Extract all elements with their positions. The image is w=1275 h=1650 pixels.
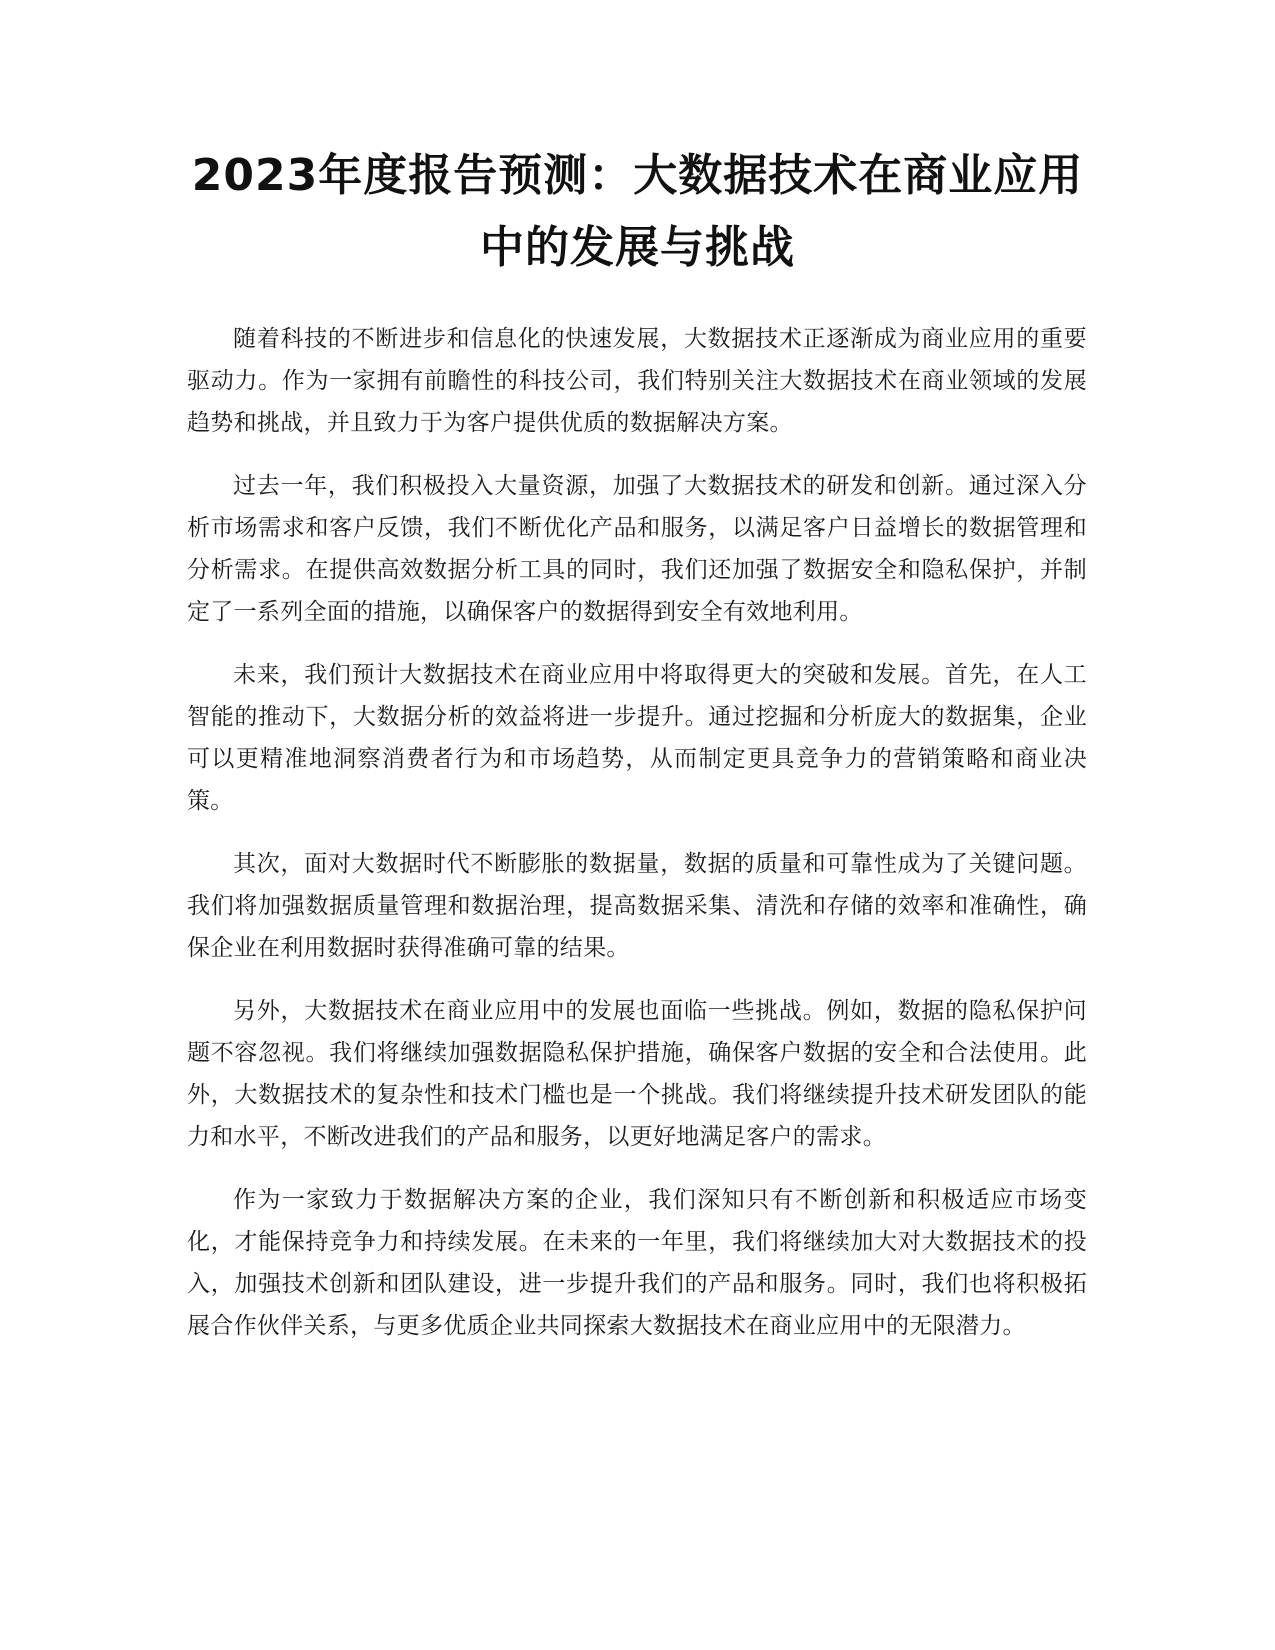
paragraph-5: 另外，大数据技术在商业应用中的发展也面临一些挑战。例如，数据的隐私保护问题不容忽视。我们将继续加强数据隐私保护措施，确保客户数据的安全和合法使用。此外，大数据技术的复杂性和技术门槛也是一个挑战。我们将继续提升技术研发团队的能力和水平，不断改进我们的产品和服务，以更好地满足客户的需求。 (187, 998, 1087, 1150)
paragraph-4: 其次，面对大数据时代不断膨胀的数据量，数据的质量和可靠性成为了关键问题。我们将加强数据质量管理和数据治理，提高数据采集、清洗和存储的效率和准确性，确保企业在利用数据时获得准确可靠的结果。 (187, 851, 1087, 961)
title-line-1: 2023年度报告预测：大数据技术在商业应用 (191, 150, 1084, 201)
title-line-2: 中的发展与挑战 (480, 222, 795, 273)
paragraph-1: 随着科技的不断进步和信息化的快速发展，大数据技术正逐渐成为商业应用的重要驱动力。作为一家拥有前瞻性的科技公司，我们特别关注大数据技术在商业领域的发展趋势和挑战，并且致力于为客户提供优质的数据解决方案。 (187, 326, 1087, 436)
paragraph-6: 作为一家致力于数据解决方案的企业，我们深知只有不断创新和积极适应市场变化，才能保持竞争力和持续发展。在未来的一年里，我们将继续加大对大数据技术的投入，加强技术创新和团队建设，进一步提升我们的产品和服务。同时，我们也将积极拓展合作伙伴关系，与更多优质企业共同探索大数据技术在商业应用中的无限潜力。 (187, 1187, 1087, 1339)
paragraph-2: 过去一年，我们积极投入大量资源，加强了大数据技术的研发和创新。通过深入分析市场需求和客户反馈，我们不断优化产品和服务，以满足客户日益增长的数据管理和分析需求。在提供高效数据分析工具的同时，我们还加强了数据安全和隐私保护，并制定了一系列全面的措施，以确保客户的数据得到安全有效地利用。 (187, 473, 1087, 625)
document-title (150, 140, 1125, 284)
document-body (187, 318, 1087, 1368)
paragraph-3: 未来，我们预计大数据技术在商业应用中将取得更大的突破和发展。首先，在人工智能的推动下，大数据分析的效益将进一步提升。通过挖掘和分析庞大的数据集，企业可以更精准地洞察消费者行为和市场趋势，从而制定更具竞争力的营销策略和商业决策。 (187, 662, 1087, 814)
